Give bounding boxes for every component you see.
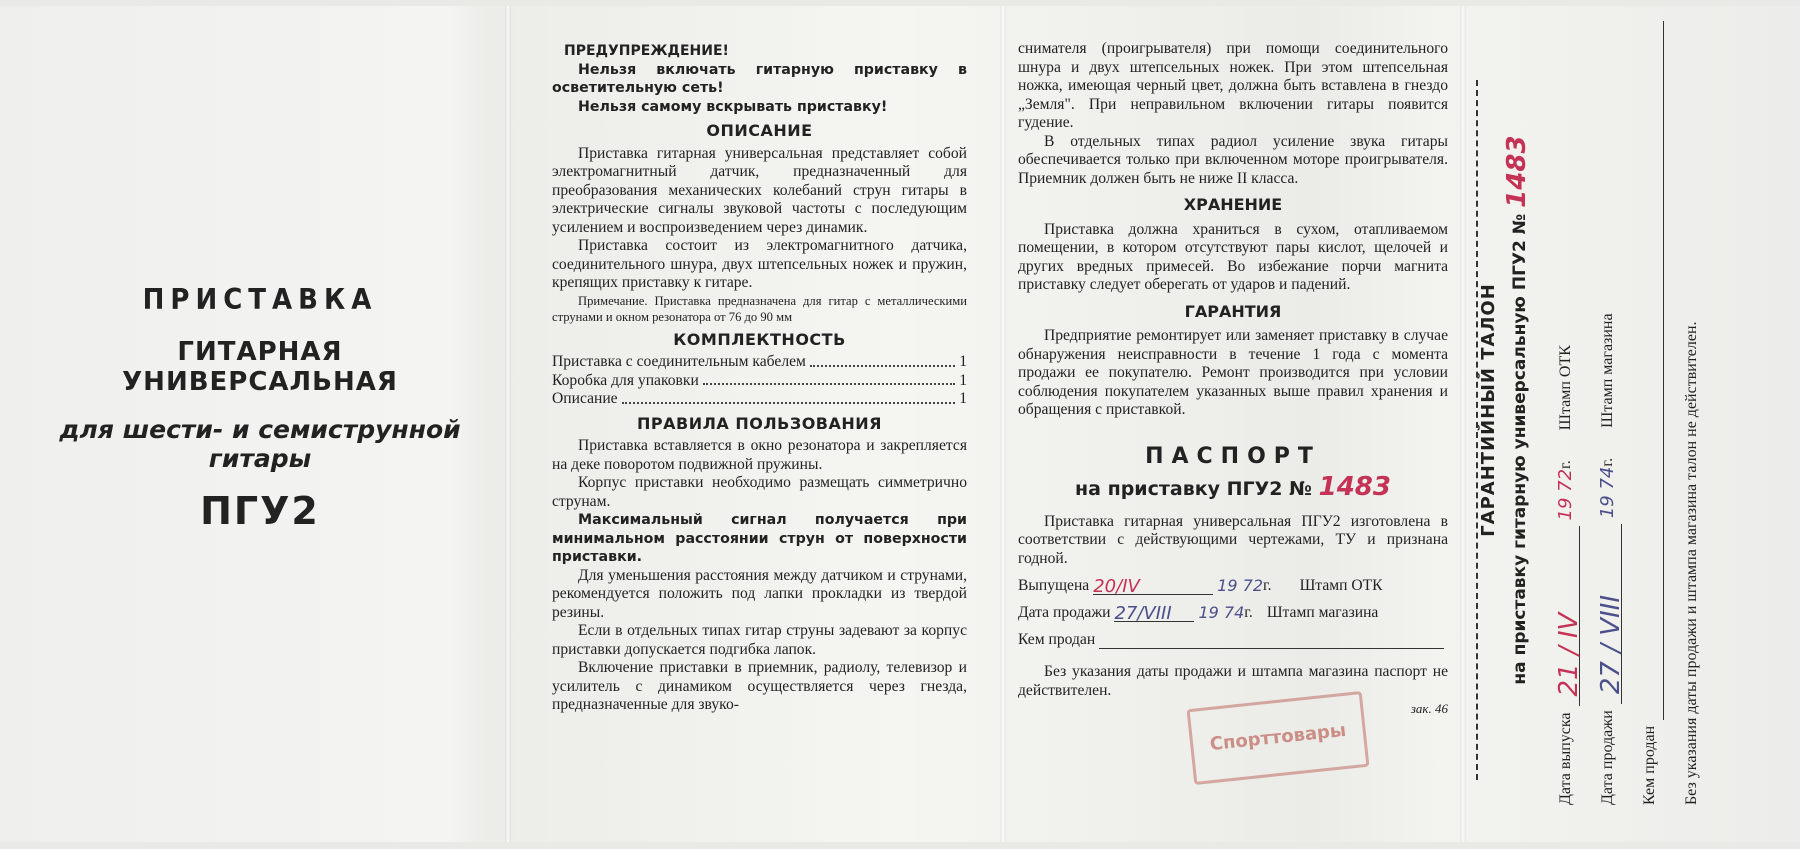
seller-field (1099, 630, 1444, 649)
passport-footer: Без указания даты продажи и штампа магазина паспорт не действителен. (1018, 663, 1448, 699)
coupon-sale-handwriting: 27 / VIII (1596, 594, 1626, 695)
storage-paragraph: Приставка должна храниться в сухом, отапливаемом помещении, в котором отсутствуют пары кислот, щелочей и других вредных примесей. Во избежание порчи магнита приставку следует оберегать от ударов и падений. (1018, 220, 1448, 293)
coupon-sale-year: 19 74 (1597, 466, 1618, 519)
year-suffix: г. (1599, 457, 1616, 467)
kit-item (552, 390, 967, 409)
storage-heading: ХРАНЕНИЕ (1183, 195, 1283, 214)
kit-item-qty: 1 (959, 371, 967, 389)
kit-item-name: Коробка для упаковки (552, 371, 699, 389)
sale-row (1018, 603, 1448, 622)
instructions-column (552, 42, 967, 715)
description-paragraph: Приставка гитарная универсальная представляет собой электромагнитный датчик, предназначенный для преобразования механических колебаний струн гитары в электрические сигналы звуковой частоты с последующим усилением и воспроизведением через динамик. (552, 144, 967, 236)
sale-label: Дата продажи (1018, 603, 1111, 621)
usage-paragraph: Корпус приставки необходимо размещать симметрично струнам. (552, 474, 967, 510)
usage-paragraph: Приставка вставляется в окно резонатора и закрепляется на деке поворотом подвижной пружины. (552, 437, 967, 473)
cover-panel (40, 285, 480, 533)
middle-column (1018, 40, 1448, 719)
kit-item-qty: 1 (959, 353, 967, 370)
leader-dots (703, 372, 955, 386)
fold-line (505, 6, 511, 842)
seller-label: Кем продан (1018, 630, 1096, 648)
seller-row (1018, 630, 1448, 649)
kit-item-name: Приставка с соединительным кабелем (552, 353, 806, 370)
year-suffix: г. (1244, 603, 1253, 621)
description-paragraph: Приставка состоит из электромагнитного датчика, соединительного шнура, двух штепсельных ножек и пружин, крепящих приставку к гитаре. (552, 237, 967, 291)
coupon-subtitle-text: на приставку гитарную универсальную ПГУ2 № (1510, 213, 1530, 685)
usage-paragraph: Для уменьшения расстояния между датчиком и струнами, рекомендуется положить под лапки прокладки из твердой резины. (552, 566, 967, 621)
sale-year: 19 74 (1198, 602, 1245, 622)
usage-paragraph: Включение приставки в приемник, радиолу, телевизор и усилитель с динамиком осуществляется через гнезда, предназначенные для звуко- (552, 659, 967, 713)
fold-line (1460, 6, 1466, 842)
coupon-issued-year: 19 72 (1555, 468, 1576, 521)
order-number: зак. 46 (1410, 701, 1448, 716)
warning-line-1: Нельзя включать гитарную приставку в осветительную сеть! (552, 61, 967, 96)
shop-stamp-mark: Спорттовары (1187, 691, 1370, 785)
coupon-number: 1483 (1502, 135, 1532, 208)
coupon-footer: Без указания даты продажи и штампа магазина талон не действителен. (1683, 321, 1700, 805)
kit-item-qty: 1 (959, 390, 967, 407)
passport-number: 1483 (1318, 472, 1391, 502)
coupon-issued-handwriting: 21 / IV (1554, 612, 1584, 697)
warning-line-2: Нельзя самому вскрывать приставку! (578, 98, 888, 115)
coupon-title: ГАРАНТИЙНЫЙ ТАЛОН (1478, 283, 1499, 537)
coupon-sale-label: Дата продажи (1599, 710, 1616, 805)
cover-title-line1: ПРИСТАВКА (142, 283, 378, 317)
warning-title: ПРЕДУПРЕЖДЕНИЕ! (564, 43, 729, 59)
leader-dots (622, 390, 956, 404)
usage-emphasis: Максимальный сигнал получается при минимальном расстоянии струн от поверхности приставки. (552, 512, 967, 565)
coupon-issued-field (1554, 527, 1584, 707)
kit-item (552, 372, 967, 391)
cover-model: ПГУ2 (200, 489, 320, 533)
coupon-sale-field (1596, 524, 1626, 704)
usage-paragraph: Если в отдельных типах гитар струны задевают за корпус приставки допускается подгибка лапок. (552, 622, 967, 658)
issued-handwriting: 20/IV (1093, 575, 1140, 597)
passport-subtitle (1018, 472, 1448, 502)
shop-stamp-label: Штамп магазина (1266, 603, 1379, 621)
kit-item-name: Описание (552, 390, 618, 407)
coupon-seller-row (1636, 15, 1664, 805)
cover-title-line2: ГИТАРНАЯ УНИВЕРСАЛЬНАЯ (122, 337, 398, 397)
year-suffix: г. (1557, 460, 1574, 469)
coupon-rotated-content (1475, 15, 1795, 805)
issued-field (1093, 576, 1213, 595)
kit-item (552, 353, 967, 372)
passport-text: Приставка гитарная универсальная ПГУ2 изготовлена в соответствии с действующими чертежами, ТУ и признана годной. (1018, 512, 1448, 567)
otk-stamp-label: Штамп ОТК (1299, 576, 1383, 594)
description-note: Примечание. Приставка предназначена для гитар с металлическими струнами и окном резонатора от 76 до 90 мм (552, 293, 967, 324)
coupon-seller-field (1641, 21, 1664, 720)
guarantee-coupon (1475, 20, 1795, 820)
coupon-issued-label: Дата выпуска (1557, 712, 1574, 805)
coupon-subtitle (1503, 15, 1534, 805)
connection-paragraph: снимателя (проигрывателя) при помощи соединительного шнура и двух штепсельных ножек. При этом штепсельная ножка, имеющая черный цвет, должна быть вставлена в гнездо „Земля". При неправильном включении гитары появится гудение. (1018, 40, 1448, 131)
coupon-seller-label: Кем продан (1641, 725, 1658, 805)
issued-year: 19 72 (1217, 575, 1264, 595)
coupon-otk-stamp: Штамп ОТК (1557, 345, 1574, 431)
year-suffix: г. (1263, 576, 1272, 594)
passport-subtitle-text: на приставку ПГУ2 № (1075, 478, 1312, 500)
coupon-shop-stamp: Штамп магазина (1599, 313, 1616, 428)
cover-subtitle: для шести- и семиструнной гитары (59, 415, 461, 473)
description-heading: ОПИСАНИЕ (706, 121, 813, 140)
warranty-paragraph: Предприятие ремонтирует или заменяет приставку в случае обнаружения неисправности в течение 1 года с момента продажи ее покупателю. Ремонт производится при условии соблюдения покупателем указанных выше правил хранения и обращения с приставкой. (1018, 327, 1448, 418)
leader-dots (810, 353, 955, 367)
coupon-sale-row (1594, 15, 1626, 805)
sale-handwriting: 27/VIII (1114, 602, 1172, 624)
sale-field (1114, 603, 1194, 622)
connection-paragraph: В отдельных типах радиол усиление звука гитары обеспечивается только при включенном моторе проигрывателя. Приемник должен быть не ниже II класса. (1018, 132, 1448, 187)
passport-title: ПАСПОРТ (1145, 443, 1321, 469)
fold-line (1000, 6, 1006, 842)
coupon-issued-row (1552, 15, 1584, 805)
kit-heading: КОМПЛЕКТНОСТЬ (673, 329, 846, 349)
issued-label: Выпущена (1018, 576, 1090, 594)
warranty-heading: ГАРАНТИЯ (1184, 301, 1282, 321)
usage-heading: ПРАВИЛА ПОЛЬЗОВАНИЯ (637, 413, 882, 433)
issued-row (1018, 576, 1448, 595)
